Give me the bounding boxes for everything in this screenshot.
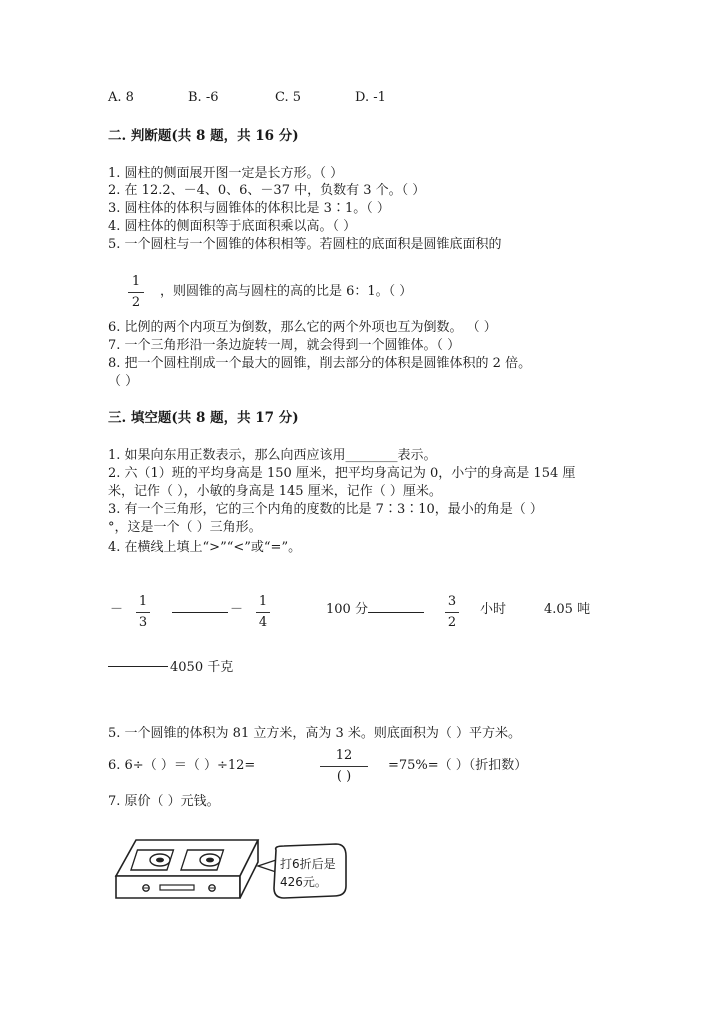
- fraction-bar: [445, 612, 459, 613]
- fraction-denominator: 4: [258, 615, 268, 630]
- q4-blank-1[interactable]: [172, 602, 228, 617]
- q6-fraction: [320, 748, 368, 785]
- choice-b: B. -6: [188, 90, 219, 105]
- s3-question-4: 4. 在横线上填上“>”“<”或“=”。: [108, 540, 302, 555]
- q4-4050-kg: 4050 千克: [170, 660, 234, 675]
- s2-question-6: 6. 比例的两个内项互为倒数，那么它的两个外项也互为倒数。 （ ）: [108, 320, 497, 335]
- bubble-text-line2: 426元。: [280, 875, 327, 889]
- s2-question-4: 4. 圆柱体的侧面积等于底面积乘以高。（ ）: [108, 219, 357, 234]
- q4-100-minutes: 100 分: [326, 602, 368, 617]
- fraction-bar: [128, 292, 144, 293]
- fraction-denominator: 2: [131, 295, 141, 310]
- s3-question-6-right: =75%=（ ）（折扣数）: [388, 758, 528, 773]
- s2-question-7: 7. 一个三角形沿一条边旋转一周，就会得到一个圆锥体。（ ）: [108, 338, 461, 353]
- s2-question-2: 2. 在 12.2、－4、0、6、－37 中，负数有 3 个。（ ）: [108, 183, 426, 198]
- s3-question-5: 5. 一个圆锥的体积为 81 立方米，高为 3 米。则底面积为（ ）平方米。: [108, 726, 522, 741]
- choice-d: D. -1: [355, 90, 386, 105]
- s3-question-3-line2: °，这是一个（ ）三角形。: [108, 520, 262, 535]
- bubble-text-line1: 打6折后是: [280, 857, 336, 871]
- q4-fraction-1: [136, 594, 150, 631]
- choice-a: A. 8: [108, 90, 134, 105]
- s3-question-1: 1. 如果向东用正数表示，那么向西应该用________表示。: [108, 448, 437, 463]
- s2-question-3: 3. 圆柱体的体积与圆锥体的体积比是 3∶1。（ ）: [108, 201, 390, 216]
- q4-blank-2[interactable]: [368, 602, 424, 617]
- s3-question-2-line2: 米，记作（ ），小敏的身高是 145 厘米，记作（ ）厘米。: [108, 484, 442, 499]
- q4-fraction-2: [256, 594, 270, 631]
- q4-hours: 小时: [480, 602, 507, 617]
- fraction-denominator: 3: [138, 615, 148, 630]
- fraction-numerator: 1: [258, 594, 268, 609]
- s3-question-6-left: 6. 6÷（ ）＝（ ）÷12=: [108, 758, 256, 773]
- fraction-denominator: ( ): [336, 769, 352, 784]
- s3-question-3-line1: 3. 有一个三角形，它的三个内角的度数的比是 7∶3∶10，最小的角是（ ）: [108, 502, 543, 517]
- section3-title: 三. 填空题(共 8 题，共 17 分): [108, 410, 299, 426]
- s2-question-8-line1: 8. 把一个圆柱削成一个最大的圆锥，削去部分的体积是圆锥体积的 2 倍。: [108, 356, 532, 371]
- q4-4-05-tons: 4.05 吨: [544, 602, 591, 617]
- fraction-bar: [136, 612, 150, 613]
- fraction-bar: [320, 766, 368, 767]
- q4-fraction-3: [445, 594, 459, 631]
- fraction-numerator: 1: [138, 594, 148, 609]
- q4-minus-sign-2: －: [230, 602, 244, 617]
- s2-question-8-line2: （ ）: [108, 374, 139, 389]
- choice-c: C. 5: [275, 90, 302, 105]
- section2-title: 二. 判断题(共 8 题，共 16 分): [108, 128, 299, 144]
- q4-minus-sign-1: －: [110, 602, 124, 617]
- fraction-bar: [256, 612, 270, 613]
- s2-question-5-line2: ，则圆锥的高与圆柱的高的比是 6：1。（ ）: [160, 284, 413, 299]
- s2-question-1: 1. 圆柱的侧面展开图一定是长方形。（ ）: [108, 166, 344, 181]
- fraction-numerator: 1: [131, 274, 141, 289]
- fraction-numerator: 3: [447, 594, 457, 609]
- fraction-denominator: 2: [447, 615, 457, 630]
- fraction-numerator: 12: [335, 748, 353, 763]
- s2-q5-fraction: [128, 274, 144, 311]
- s3-question-2-line1: 2. 六（1）班的平均身高是 150 厘米，把平均身高记为 0，小宁的身高是 154 厘: [108, 466, 576, 481]
- s2-question-5-line1: 5. 一个圆柱与一个圆锥的体积相等。若圆柱的底面积是圆锥底面积的: [108, 237, 502, 252]
- q4-blank-3[interactable]: [108, 656, 168, 671]
- s3-question-7: 7. 原价（ ）元钱。: [108, 794, 220, 809]
- gas-stove-illustration: [108, 836, 358, 908]
